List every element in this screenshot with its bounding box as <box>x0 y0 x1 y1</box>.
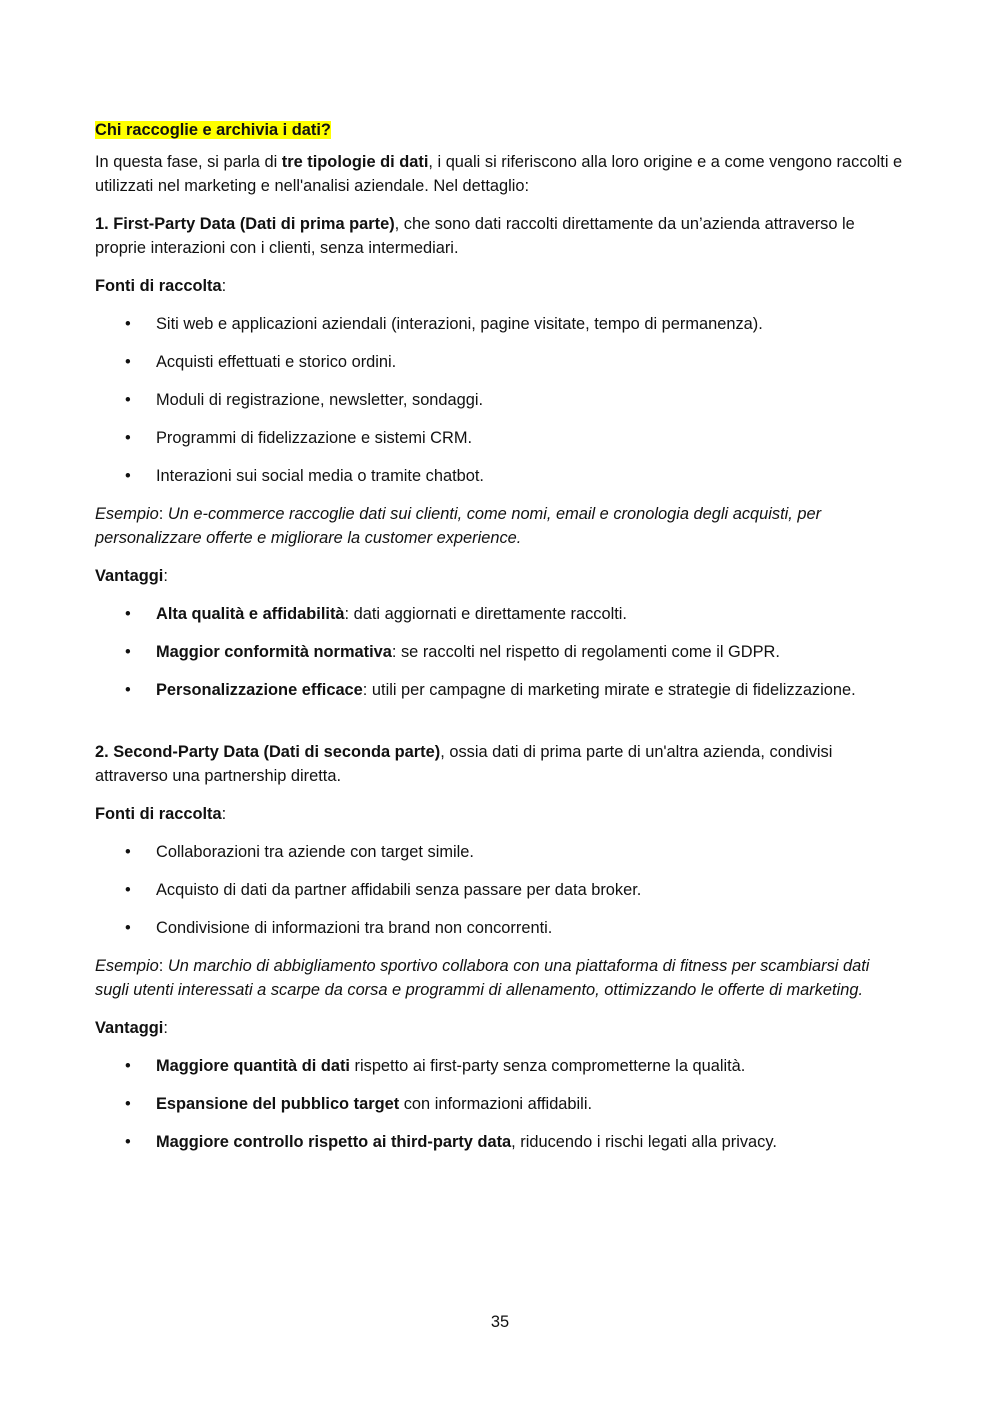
intro-bold-text: tre tipologie di dati <box>281 153 429 171</box>
list-item: • Maggiore quantità di dati rispetto ai first-party senza comprometterne la qualità. <box>95 1054 905 1078</box>
second-party-advantages-label: Vantaggi: <box>95 1019 168 1037</box>
list-item: • Programmi di fidelizzazione e sistemi CRM. <box>95 426 905 450</box>
first-party-advantages-label: Vantaggi: <box>95 567 168 585</box>
first-party-advantages-list <box>95 602 905 702</box>
second-party-advantages-list <box>95 1054 905 1154</box>
bullet-icon: • <box>125 1057 131 1075</box>
list-item: • Acquisto di dati da partner affidabili senza passare per data broker. <box>95 878 905 902</box>
bullet-icon: • <box>125 315 131 333</box>
bullet-icon: • <box>125 605 131 623</box>
highlighted-heading-text: Chi raccoglie e archivia i dati? <box>95 121 331 139</box>
first-party-example: Esempio: Un e-commerce raccoglie dati sui clienti, come nomi, email e cronologia degli acquisti, per personalizzare offerte e migliorare la customer experience. <box>95 505 822 547</box>
list-item: • Condivisione di informazioni tra brand non concorrenti. <box>95 916 905 940</box>
list-item: • Personalizzazione efficace: utili per campagne di marketing mirate e strategie di fidelizzazione. <box>95 678 905 702</box>
list-item: • Espansione del pubblico target con informazioni affidabili. <box>95 1092 905 1116</box>
intro-paragraph: In questa fase, si parla di tre tipologie di dati, i quali si riferiscono alla loro origine e a come vengono raccolti e utilizzati nel marketing e nell'analisi aziendale. Nel dettaglio: <box>95 153 903 195</box>
list-item: • Maggiore controllo rispetto ai third-party data, riducendo i rischi legati alla privacy. <box>95 1130 905 1154</box>
bullet-icon: • <box>125 1095 131 1113</box>
first-party-sources-label: Fonti di raccolta: <box>95 277 227 295</box>
bullet-icon: • <box>125 391 131 409</box>
bullet-icon: • <box>125 881 131 899</box>
section-heading <box>95 118 905 142</box>
list-item: • Collaborazioni tra aziende con target simile. <box>95 840 905 864</box>
page-number: 35 <box>490 1313 510 1331</box>
bullet-icon: • <box>125 843 131 861</box>
list-item: • Acquisti effettuati e storico ordini. <box>95 350 905 374</box>
document-page <box>95 118 905 1168</box>
list-item: • Moduli di registrazione, newsletter, sondaggi. <box>95 388 905 412</box>
second-party-sources-list <box>95 840 905 940</box>
first-party-sources-list <box>95 312 905 488</box>
list-item: • Alta qualità e affidabilità: dati aggiornati e direttamente raccolti. <box>95 602 905 626</box>
bullet-icon: • <box>125 643 131 661</box>
bullet-icon: • <box>125 1133 131 1151</box>
bullet-icon: • <box>125 919 131 937</box>
bullet-icon: • <box>125 681 131 699</box>
list-item: • Interazioni sui social media o tramite chatbot. <box>95 464 905 488</box>
bullet-icon: • <box>125 429 131 447</box>
section-spacer <box>95 716 905 740</box>
list-item: • Maggior conformità normativa: se raccolti nel rispetto di regolamenti come il GDPR. <box>95 640 905 664</box>
second-party-example: Esempio: Un marchio di abbigliamento sportivo collabora con una piattaforma di fitness per scambiarsi dati sugli utenti interessati a scarpe da corsa e programmi di allenamento, ottimizzando le offerte di marketing. <box>95 957 870 999</box>
bullet-icon: • <box>125 353 131 371</box>
second-party-sources-label: Fonti di raccolta: <box>95 805 227 823</box>
second-party-title: 2. Second-Party Data (Dati di seconda parte), ossia dati di prima parte di un'altra azienda, condivisi attraverso una partnership diretta. <box>95 743 833 785</box>
list-item: • Siti web e applicazioni aziendali (interazioni, pagine visitate, tempo di permanenza). <box>95 312 905 336</box>
bullet-icon: • <box>125 467 131 485</box>
first-party-title: 1. First-Party Data (Dati di prima parte), che sono dati raccolti direttamente da un’azienda attraverso le proprie interazioni con i clienti, senza intermediari. <box>95 215 855 257</box>
